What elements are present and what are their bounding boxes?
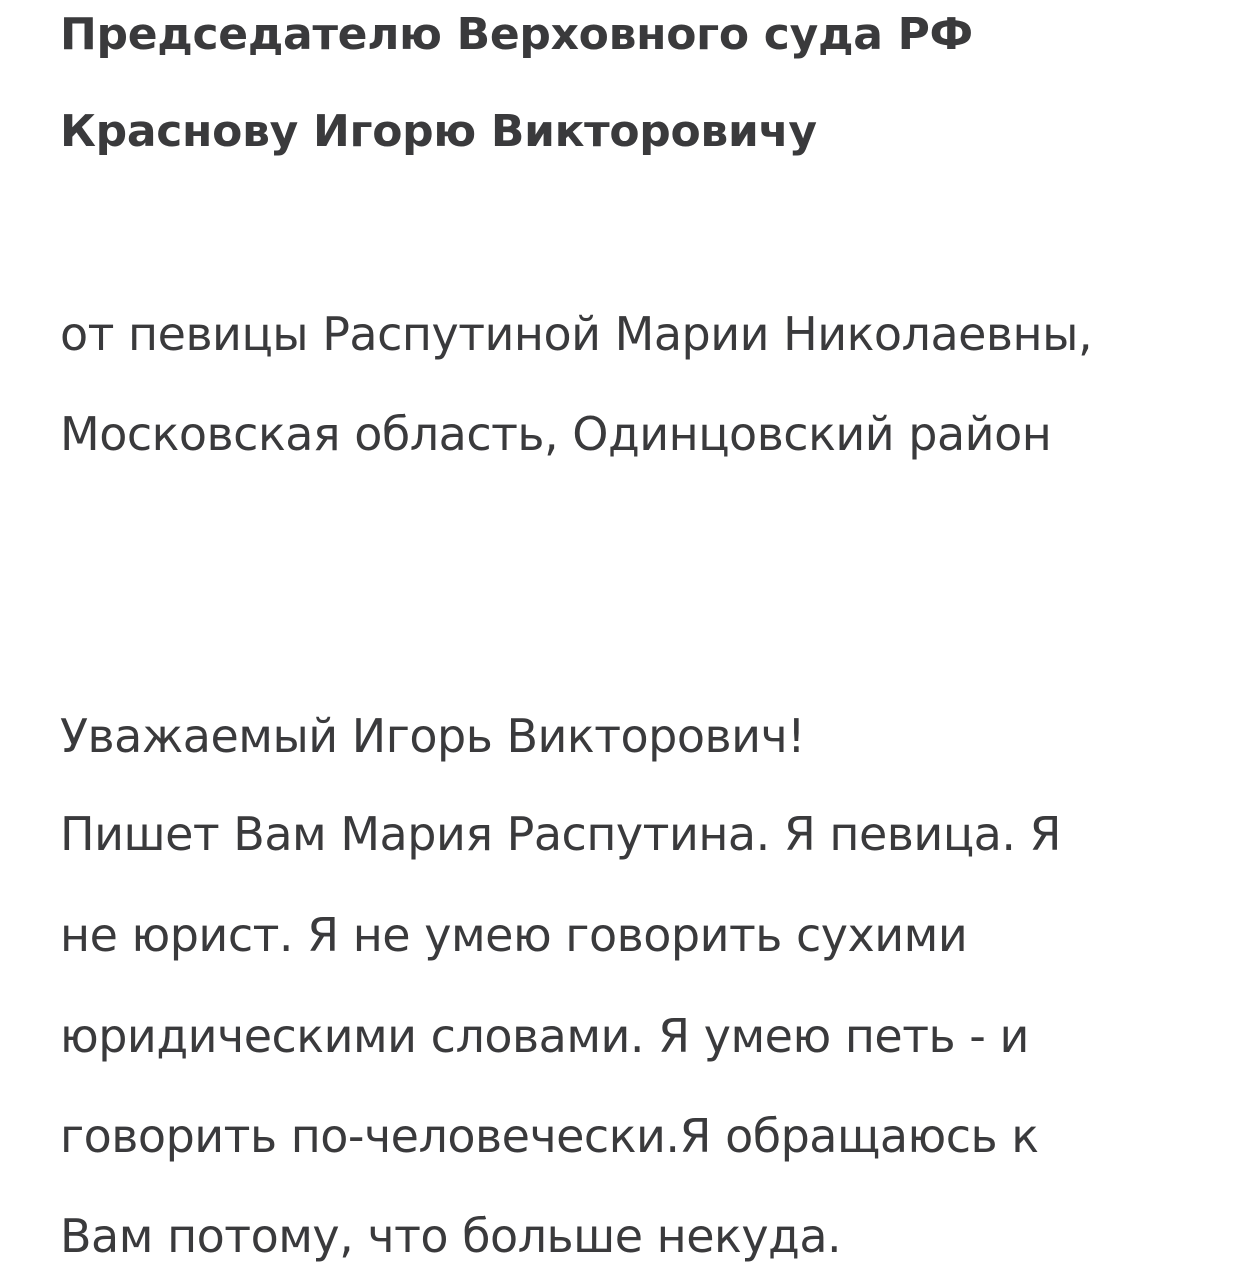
greeting: Уважаемый Игорь Викторович! (60, 709, 806, 763)
body-line: юридическими словами. Я умею петь - и (60, 1009, 1029, 1063)
addressee-line-1: Председателю Верховного суда РФ (60, 9, 973, 60)
sender-line-2: Московская область, Одинцовский район (60, 407, 1052, 461)
sender-line-1: от певицы Распутиной Марии Николаевны, (60, 307, 1093, 361)
body-line: Пишет Вам Мария Распутина. Я певица. Я (60, 807, 1062, 861)
body-line: говорить по-человечески.Я обращаюсь к (60, 1109, 1039, 1163)
body-line: не юрист. Я не умею говорить сухими (60, 908, 968, 962)
addressee-line-2: Краснову Игорю Викторовичу (60, 106, 817, 157)
body-line: Вам потому, что больше некуда. (60, 1209, 842, 1263)
